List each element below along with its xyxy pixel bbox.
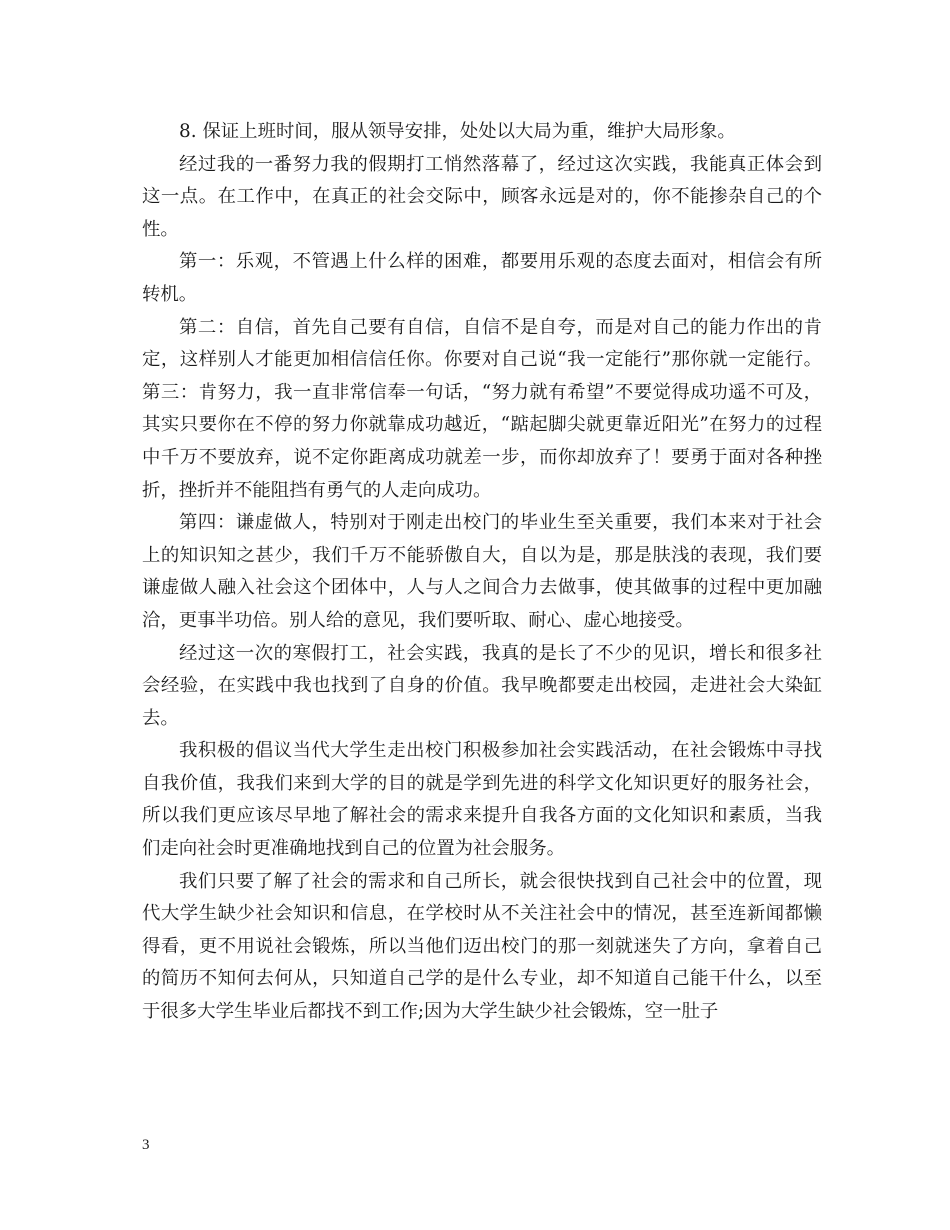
paragraph-fourth-modesty: 第四：谦虚做人，特别对于刚走出校门的毕业生至关重要，我们本来对于社会上的知识知之甚少，我们千万不能骄傲自大，自以为是，那是肤浅的表现，我们要谦虚做人融入社会这个团体中，人与人之间合力去做事，使其做事的过程中更加融洽，更事半功倍。别人给的意见，我们要听取、耐心、虚心地接受。 <box>142 512 822 631</box>
paragraph-winter-practice: 经过这一次的寒假打工，社会实践，我真的是长了不少的见识，增长和很多社会经验，在实践中我也找到了自身的价值。我早晚都要走出校园，走进社会大染缸去。 <box>142 642 822 729</box>
paragraph-summary: 经过我的一番努力我的假期打工悄然落幕了，经过这次实践，我能真正体会到这一点。在工作中，在真正的社会交际中，顾客永远是对的，你不能掺杂自己的个性。 <box>142 153 822 240</box>
paragraph-first-optimism: 第一：乐观，不管遇上什么样的困难，都要用乐观的态度去面对，相信会有所转机。 <box>142 251 822 305</box>
document-body <box>142 116 822 1029</box>
paragraph-advocacy: 我积极的倡议当代大学生走出校门积极参加社会实践活动，在社会锻炼中寻找自我价值，我我们来到大学的目的就是学到先进的科学文化知识更好的服务社会，所以我们更应该尽早地了解社会的需求来提升自我各方面的文化知识和素质，当我们走向社会时更准确地找到自己的位置为社会服务。 <box>142 740 822 860</box>
paragraph-second-confidence: 第二：自信，首先自己要有自信，自信不是自夸，而是对自己的能力作出的肯定，这样别人才能更加相信信任你。你要对自己说“我一定能行”那你就一定能行。 第三：肯努力，我一直非常信奉一句话，“努力就有希望”不要觉得成功遥不可及，其实只要你在不停的努力你就靠成功越近，“踮起脚尖就更靠近阳光”在努力的过程中千万不要放弃，说不定你距离成功就差一步，而你却放弃了！要勇于面对各种挫折，挫折并不能阻挡有勇气的人走向成功。 <box>142 316 822 501</box>
paragraph-item-8: 8. 保证上班时间，服从领导安排，处处以大局为重，维护大局形象。 <box>179 121 736 142</box>
page-number: 3 <box>142 1137 150 1153</box>
paragraph-social-needs: 我们只要了解了社会的需求和自己所长，就会很快找到自己社会中的位置，现代大学生缺少社会知识和信息，在学校时从不关注社会中的情况，甚至连新闻都懒得看，更不用说社会锻炼，所以当他们迈出校门的那一刻就迷失了方向，拿着自己的简历不知何去何从，只知道自己学的是什么专业，却不知道自己能干什么，以至于很多大学生毕业后都找不到工作;因为大学生缺少社会锻炼，空一肚子 <box>142 870 822 1023</box>
